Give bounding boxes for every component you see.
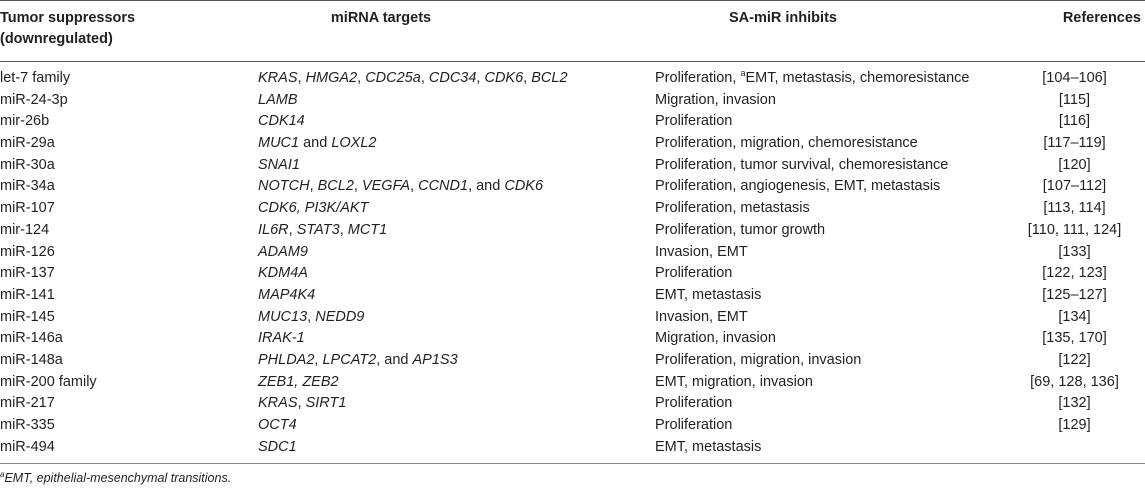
suppressor-cell: miR-126 xyxy=(0,243,55,260)
gene-name: MAP4K4 xyxy=(258,286,316,303)
inhibits-cell xyxy=(655,437,761,459)
targets-cell xyxy=(258,393,346,415)
top-rule xyxy=(0,0,1145,1)
inhibits-cell xyxy=(655,133,918,155)
separator-text: , xyxy=(476,70,485,86)
separator-text: , xyxy=(357,70,366,86)
gene-name: BCL2 xyxy=(317,178,354,195)
inhibits-prefix: Proliferation, xyxy=(655,70,741,86)
inhibits-text: Proliferation, tumor growth xyxy=(655,221,826,238)
footnote-marker: a xyxy=(0,470,5,479)
targets-cell xyxy=(258,372,339,394)
gene-name: LAMB xyxy=(258,91,298,108)
gene-name: SNAI1 xyxy=(258,156,300,173)
gene-name: CDK6, PI3K/AKT xyxy=(258,200,369,217)
inhibits-cell xyxy=(655,220,825,242)
footnote-marker: a xyxy=(740,68,746,78)
inhibits-text: Proliferation, migration, chemoresistance xyxy=(655,135,918,152)
references-cell: [129] xyxy=(1058,417,1091,433)
suppressor-cell: miR-30a xyxy=(0,156,55,173)
inhibits-text: EMT, metastasis, chemoresistance xyxy=(745,70,970,86)
inhibits-text: Proliferation xyxy=(655,113,733,130)
gene-name: VEGFA xyxy=(361,178,411,195)
references-cell: [135, 170] xyxy=(1042,330,1107,347)
table-row xyxy=(0,176,1145,198)
references-cell: [116] xyxy=(1058,113,1091,130)
table-row xyxy=(0,155,1145,177)
suppressor-cell: miR-107 xyxy=(0,200,55,217)
inhibits-cell xyxy=(655,285,761,307)
bottom-rule xyxy=(0,463,1145,464)
suppressor-cell: mir-124 xyxy=(0,221,50,238)
gene-name: MCT1 xyxy=(347,221,388,238)
gene-name: NOTCH xyxy=(258,178,310,195)
gene-name: PHLDA2 xyxy=(258,351,315,368)
inhibits-text: Migration, invasion xyxy=(655,91,776,108)
references-cell: [134] xyxy=(1058,308,1091,325)
suppressor-cell: miR-24-3p xyxy=(0,91,68,108)
separator-text: , xyxy=(410,178,419,195)
table-row xyxy=(0,133,1145,155)
inhibits-cell xyxy=(655,393,732,415)
gene-name: SDC1 xyxy=(258,438,297,455)
table-row xyxy=(0,220,1145,242)
table-body xyxy=(0,68,1145,458)
table-row xyxy=(0,198,1145,220)
inhibits-text: Proliferation, migration, invasion xyxy=(655,351,862,368)
separator-text: , xyxy=(314,351,323,368)
references-cell: [69, 128, 136] xyxy=(1030,373,1119,390)
suppressor-cell: miR-217 xyxy=(0,395,55,412)
targets-cell xyxy=(258,307,364,329)
suppressor-cell: miR-335 xyxy=(0,417,55,433)
gene-name: LPCAT2 xyxy=(322,351,377,368)
table-row xyxy=(0,90,1145,112)
suppressor-cell: let-7 family xyxy=(0,70,71,86)
table-row xyxy=(0,307,1145,329)
separator-text: , xyxy=(339,221,348,238)
targets-cell xyxy=(258,242,308,264)
inhibits-cell xyxy=(655,415,732,437)
gene-name: NEDD9 xyxy=(315,308,365,325)
targets-cell xyxy=(258,328,305,350)
inhibits-text: Proliferation xyxy=(655,265,733,282)
table-row xyxy=(0,263,1145,285)
separator-text: , xyxy=(297,395,306,412)
separator-text: and xyxy=(299,135,332,152)
gene-name: IL6R xyxy=(258,221,289,238)
inhibits-text: Proliferation, metastasis xyxy=(655,200,810,217)
header-tumor-suppressors: Tumor suppressors (downregulated) xyxy=(0,10,136,47)
references-cell: [132] xyxy=(1058,395,1091,412)
gene-name: CDC34 xyxy=(428,70,477,86)
gene-name: MUC1 xyxy=(258,135,300,152)
table-row xyxy=(0,68,1145,90)
inhibits-cell xyxy=(655,263,732,285)
suppressor-cell: miR-141 xyxy=(0,286,55,303)
table-row xyxy=(0,285,1145,307)
targets-cell xyxy=(258,415,297,437)
references-cell: [133] xyxy=(1058,243,1091,260)
targets-cell xyxy=(258,68,568,90)
inhibits-cell xyxy=(655,198,810,220)
suppressor-cell: miR-494 xyxy=(0,438,55,455)
references-cell: [104–106] xyxy=(1042,70,1107,86)
gene-name: CDK14 xyxy=(258,113,305,130)
gene-name: STAT3 xyxy=(296,221,340,238)
gene-name: CDC25a xyxy=(365,70,421,86)
separator-text: , xyxy=(420,70,429,86)
table-row xyxy=(0,328,1145,350)
inhibits-cell xyxy=(655,176,940,198)
targets-cell xyxy=(258,220,387,242)
suppressor-cell: miR-200 family xyxy=(0,373,97,390)
inhibits-text: Proliferation, tumor survival, chemoresistance xyxy=(655,156,949,173)
targets-cell xyxy=(258,263,308,285)
gene-name: AP1S3 xyxy=(412,351,458,368)
table-row xyxy=(0,242,1145,264)
targets-cell xyxy=(258,111,305,133)
table-row xyxy=(0,393,1145,415)
references-cell: [113, 114] xyxy=(1043,200,1106,217)
gene-name: MUC13 xyxy=(258,308,308,325)
inhibits-cell xyxy=(655,68,969,90)
header-sa-mir-inhibits: SA-miR inhibits xyxy=(729,10,837,26)
gene-name: SIRT1 xyxy=(305,395,347,412)
gene-name: KRAS xyxy=(258,395,298,412)
inhibits-text: EMT, migration, invasion xyxy=(655,373,813,390)
gene-name: HMGA2 xyxy=(305,70,358,86)
table-row xyxy=(0,415,1145,437)
separator-text: , and xyxy=(468,178,505,195)
inhibits-cell xyxy=(655,155,948,177)
separator-text: , xyxy=(353,178,362,195)
suppressor-cell: miR-137 xyxy=(0,265,55,282)
suppressor-cell: miR-29a xyxy=(0,135,55,152)
separator-text: , xyxy=(523,70,532,86)
inhibits-cell xyxy=(655,111,732,133)
separator-text: , and xyxy=(376,351,413,368)
gene-name: ADAM9 xyxy=(258,243,308,260)
suppressor-cell: miR-145 xyxy=(0,308,55,325)
targets-cell xyxy=(258,155,300,177)
suppressor-cell: miR-148a xyxy=(0,351,63,368)
references-cell: [117–119] xyxy=(1043,135,1106,152)
targets-cell xyxy=(258,133,377,155)
targets-cell xyxy=(258,437,297,459)
suppressor-cell: miR-146a xyxy=(0,330,63,347)
inhibits-text: Invasion, EMT xyxy=(655,308,748,325)
inhibits-text: Invasion, EMT xyxy=(655,243,748,260)
gene-name: CCND1 xyxy=(418,178,469,195)
inhibits-text: Proliferation xyxy=(655,395,733,412)
gene-name: CDK6 xyxy=(484,70,524,86)
separator-text: , xyxy=(297,70,306,86)
inhibits-cell xyxy=(655,242,748,264)
gene-name: BCL2 xyxy=(531,70,568,86)
gene-name: OCT4 xyxy=(258,417,297,433)
suppressor-cell: mir-26b xyxy=(0,113,50,130)
separator-text: , xyxy=(309,178,318,195)
targets-cell xyxy=(258,350,458,372)
inhibits-cell xyxy=(655,350,861,372)
footnote xyxy=(0,470,231,486)
inhibits-cell xyxy=(655,90,776,112)
separator-text: , xyxy=(288,221,297,238)
references-cell: [122] xyxy=(1058,351,1091,368)
inhibits-text: Proliferation xyxy=(655,417,733,433)
header-mirna-targets: miRNA targets xyxy=(330,10,432,26)
inhibits-text: EMT, metastasis xyxy=(655,438,762,455)
header-references: References xyxy=(1062,10,1141,26)
inhibits-cell xyxy=(655,328,776,350)
targets-cell xyxy=(258,198,368,220)
gene-name: KRAS xyxy=(258,70,298,86)
inhibits-text: EMT, metastasis xyxy=(655,286,762,303)
gene-name: CDK6 xyxy=(504,178,544,195)
inhibits-cell xyxy=(655,307,748,329)
gene-name: IRAK-1 xyxy=(258,330,305,347)
gene-name: LOXL2 xyxy=(331,135,377,152)
inhibits-text: Proliferation, angiogenesis, EMT, metastasis xyxy=(655,178,941,195)
targets-cell xyxy=(258,90,298,112)
inhibits-text: Migration, invasion xyxy=(655,330,776,347)
gene-name: KDM4A xyxy=(258,265,308,282)
suppressor-cell: miR-34a xyxy=(0,178,55,195)
inhibits-cell xyxy=(655,372,813,394)
references-cell: [125–127] xyxy=(1042,286,1107,303)
references-cell: [110, 111, 124] xyxy=(1027,221,1122,238)
references-cell: [120] xyxy=(1058,156,1091,173)
references-cell: [107–112] xyxy=(1042,178,1107,195)
gene-name: ZEB1, ZEB2 xyxy=(258,373,339,390)
table-row xyxy=(0,350,1145,372)
table-row xyxy=(0,437,1145,459)
table-row xyxy=(0,372,1145,394)
footnote-text: EMT, epithelial-mesenchymal transitions. xyxy=(4,471,232,485)
targets-cell xyxy=(258,176,543,198)
references-cell: [115] xyxy=(1058,91,1091,108)
table-row xyxy=(0,111,1145,133)
targets-cell xyxy=(258,285,315,307)
header-rule xyxy=(0,61,1145,62)
separator-text: , xyxy=(307,308,316,325)
references-cell: [122, 123] xyxy=(1042,265,1107,282)
